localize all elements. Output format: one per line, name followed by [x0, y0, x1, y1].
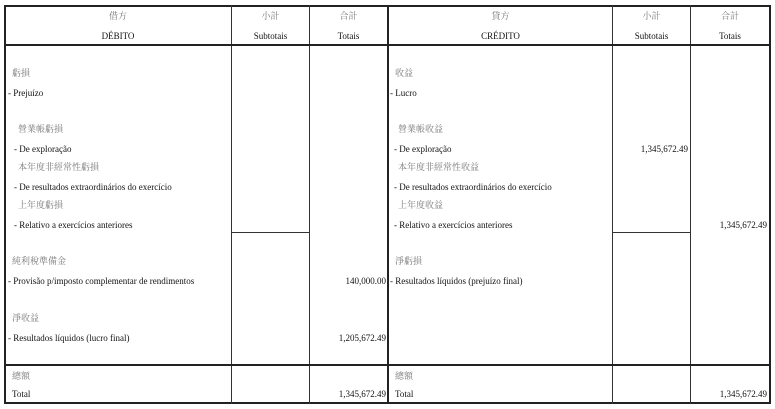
header-debit-total: Totais [337, 31, 360, 41]
debit-net: - Resultados líquidos (lucro final) [8, 333, 130, 343]
header-debit-zh: 借方 [108, 12, 127, 22]
header-debit-subtotal-zh: 小計 [261, 12, 280, 22]
debit-sum-zh: 總額 [12, 372, 31, 382]
header-debit-total-zh: 合計 [339, 12, 358, 22]
debit-prev: - Relativo a exercícios anteriores [14, 220, 133, 230]
credit-op-zh: 營業帳收益 [398, 125, 444, 135]
header-divider [4, 44, 771, 46]
credit-extra-zh: 本年度非經常性收益 [398, 163, 480, 173]
col-divider-credit-total [690, 5, 691, 404]
header-debit-subtotal: Subtotais [253, 31, 288, 41]
header-credit-zh: 貸方 [491, 12, 510, 22]
credit-extra: - De resultados extraordinários do exercício [394, 182, 552, 192]
credit-prev-total: 1,345,672.49 [719, 220, 767, 230]
debit-extra-zh: 本年度非經常性虧損 [18, 163, 100, 173]
col-divider-credit-subtotal [612, 5, 613, 404]
credit-op-subtotal: 1,345,672.49 [640, 144, 688, 154]
debit-extra: - De resultados extraordinários do exercício [14, 182, 172, 192]
header-credit-total: Totais [719, 31, 741, 41]
debit-subtotal-break [231, 232, 309, 233]
debit-tax-total: 140,000.00 [345, 276, 386, 286]
credit-sum: Total [395, 389, 414, 399]
credit-netloss-zh: 淨虧損 [395, 257, 423, 267]
credit-prev: - Relativo a exercícios anteriores [394, 220, 513, 230]
debit-sum-total: 1,345,672.49 [338, 389, 386, 399]
col-divider-center [387, 5, 389, 404]
header-credit-subtotal-zh: 小計 [642, 12, 661, 22]
credit-subtotal-break [612, 232, 690, 233]
header-credit-total-zh: 合計 [720, 12, 739, 22]
debit-tax: - Provisão p/imposto complementar de rendimentos [8, 276, 195, 286]
debit-sum: Total [12, 389, 31, 399]
col-divider-debit-subtotal [231, 5, 232, 404]
total-divider [4, 364, 771, 366]
col-divider-debit-total [309, 5, 310, 404]
header-credit-subtotal: Subtotais [634, 31, 669, 41]
header-credit: CRÉDITO [481, 31, 520, 41]
credit-sum-total: 1,345,672.49 [719, 389, 767, 399]
debit-op: - De exploração [14, 144, 72, 154]
debit-loss-zh: 虧損 [12, 69, 31, 79]
credit-prev-zh: 上年度收益 [398, 201, 444, 211]
debit-net-zh: 淨收益 [12, 314, 40, 324]
credit-profit: - Lucro [390, 88, 417, 98]
debit-prev-zh: 上年度虧損 [18, 201, 64, 211]
credit-netloss: - Resultados líquidos (prejuízo final) [390, 276, 523, 286]
debit-loss: - Prejuízo [8, 88, 44, 98]
debit-net-total: 1,205,672.49 [338, 333, 386, 343]
credit-op: - De exploração [394, 144, 452, 154]
credit-profit-zh: 收益 [395, 69, 414, 79]
debit-tax-zh: 純利稅準備金 [12, 257, 67, 267]
header-debit: DÉBITO [101, 31, 135, 41]
credit-sum-zh: 總額 [395, 372, 414, 382]
debit-op-zh: 營業帳虧損 [18, 125, 64, 135]
